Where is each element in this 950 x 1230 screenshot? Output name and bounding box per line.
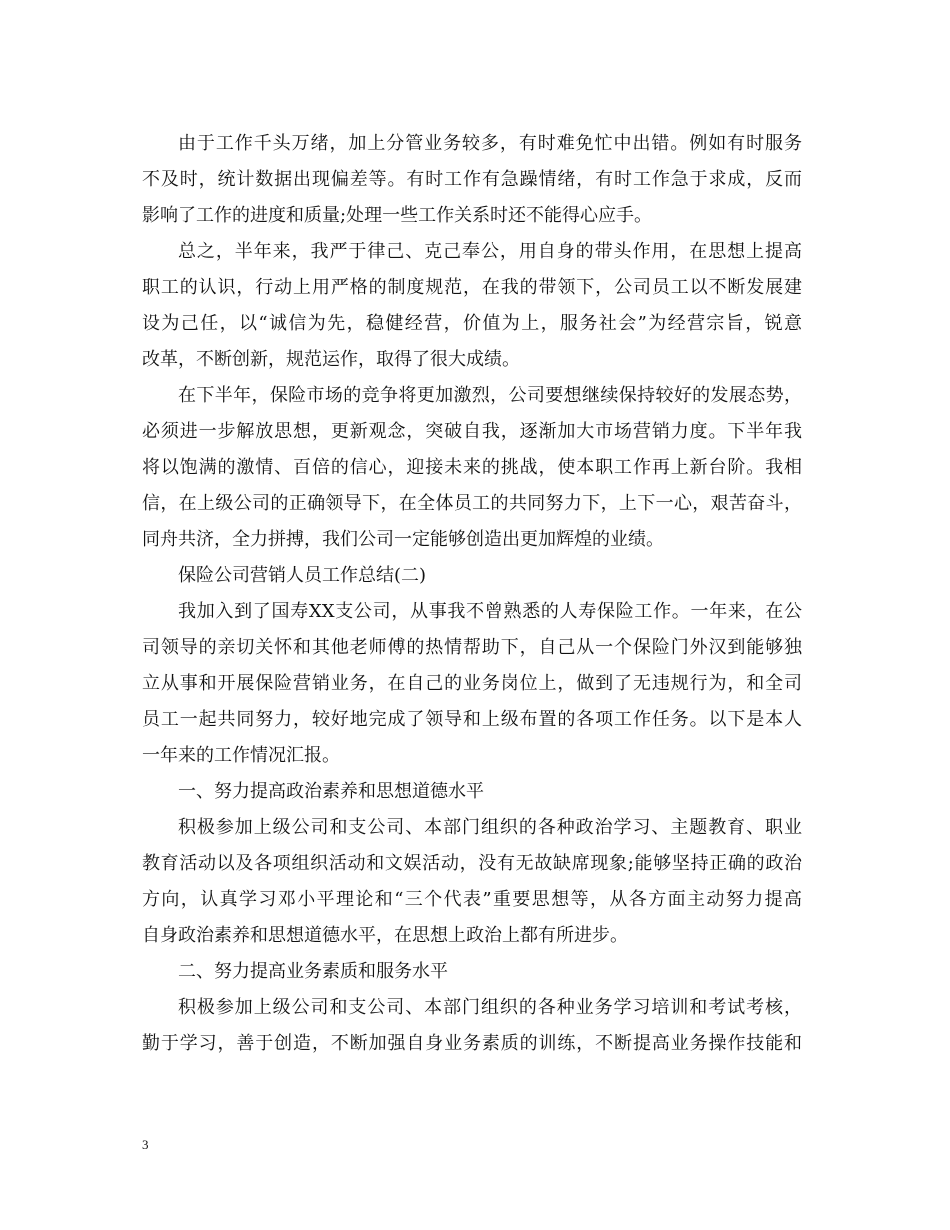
paragraph-line: 立从事和开展保险营销业务，在自己的业务岗位上，做到了无违规行为，和全司	[142, 673, 802, 694]
paragraph-line: 方向，认真学习邓小平理论和“三个代表”重要思想等，从各方面主动努力提高	[142, 889, 802, 910]
paragraph-line: 我加入到了国寿XX支公司，从事我不曾熟悉的人寿保险工作。一年来，在公	[178, 601, 802, 622]
section-title: 保险公司营销人员工作总结(二)	[178, 565, 427, 586]
paragraph-line: 司领导的亲切关怀和其他老师傅的热情帮助下，自己从一个保险门外汉到能够独	[142, 637, 802, 658]
paragraph-line: 员工一起共同努力，较好地完成了领导和上级布置的各项工作任务。以下是本人	[142, 709, 802, 730]
paragraph-line: 勤于学习，善于创造，不断加强自身业务素质的训练，不断提高业务操作技能和	[142, 1033, 802, 1054]
paragraph-line: 必须进一步解放思想，更新观念，突破自我，逐渐加大市场营销力度。下半年我	[142, 421, 802, 442]
paragraph-line: 自身政治素养和思想道德水平，在思想上政治上都有所进步。	[142, 925, 628, 946]
paragraph-line: 不及时，统计数据出现偏差等。有时工作有急躁情绪，有时工作急于求成，反而	[142, 169, 802, 190]
paragraph-line: 总之，半年来，我严于律己、克己奉公，用自身的带头作用，在思想上提高	[178, 241, 802, 262]
paragraph-line: 在下半年，保险市场的竞争将更加激烈，公司要想继续保持较好的发展态势，	[178, 385, 802, 406]
paragraph-line: 改革，不断创新，规范运作，取得了很大成绩。	[142, 349, 520, 370]
paragraph-line: 一年来的工作情况汇报。	[142, 745, 340, 766]
paragraph-line: 职工的认识，行动上用严格的制度规范，在我的带领下，公司员工以不断发展建	[142, 277, 802, 298]
paragraph-line: 将以饱满的激情、百倍的信心，迎接未来的挑战，使本职工作再上新台阶。我相	[142, 457, 802, 478]
paragraph-line: 设为己任，以“诚信为先，稳健经营，价值为上，服务社会”为经营宗旨，锐意	[142, 313, 802, 334]
paragraph-line: 由于工作千头万绪，加上分管业务较多，有时难免忙中出错。例如有时服务	[178, 133, 802, 154]
paragraph-line: 同舟共济，全力拼搏，我们公司一定能够创造出更加辉煌的业绩。	[142, 529, 664, 550]
paragraph-line: 影响了工作的进度和质量;处理一些工作关系时还不能得心应手。	[142, 205, 653, 226]
section-heading: 二、努力提高业务素质和服务水平	[178, 961, 448, 982]
page-number: 3	[142, 1137, 149, 1152]
paragraph-line: 积极参加上级公司和支公司、本部门组织的各种业务学习培训和考试考核，	[178, 997, 802, 1018]
paragraph-line: 信，在上级公司的正确领导下，在全体员工的共同努力下，上下一心，艰苦奋斗，	[142, 493, 802, 514]
section-heading: 一、努力提高政治素养和思想道德水平	[178, 781, 484, 802]
paragraph-line: 积极参加上级公司和支公司、本部门组织的各种政治学习、主题教育、职业	[178, 817, 802, 838]
paragraph-line: 教育活动以及各项组织活动和文娱活动，没有无故缺席现象;能够坚持正确的政治	[142, 853, 802, 874]
